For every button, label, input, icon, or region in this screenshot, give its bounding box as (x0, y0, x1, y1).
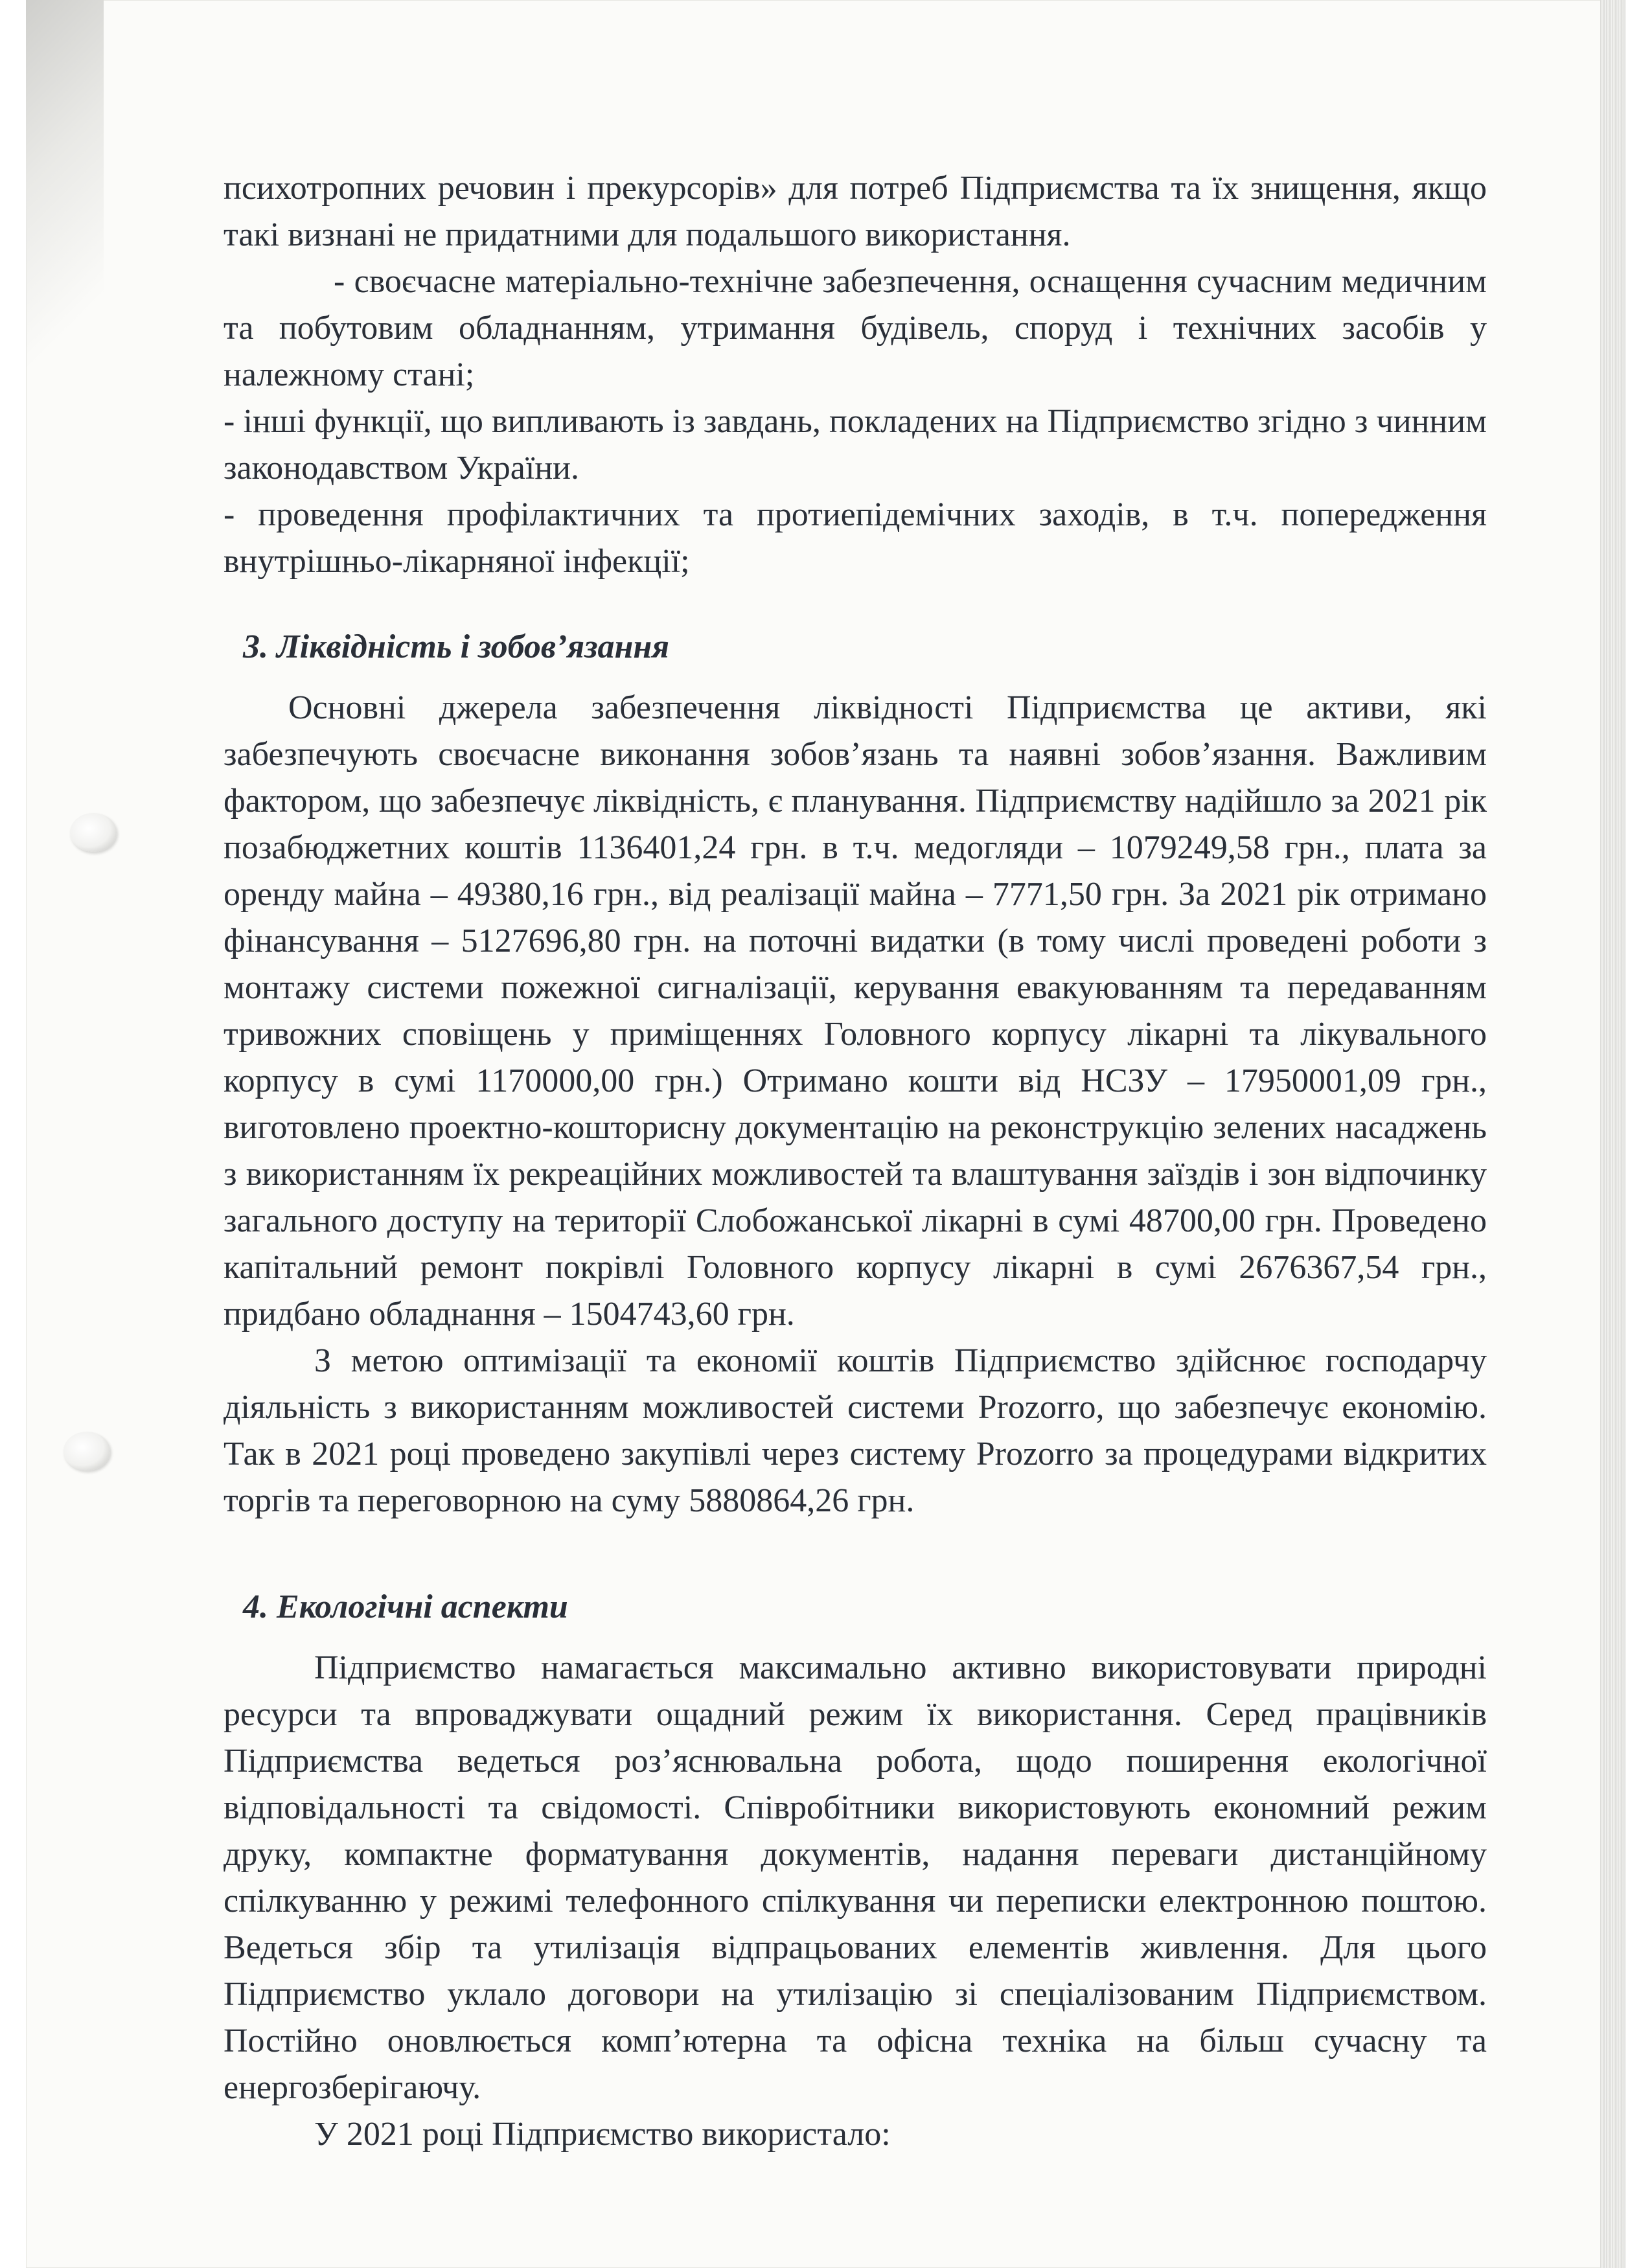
paragraph: З метою оптимізації та економії коштів Підприємство здійснює господарчу діяльність з використанням можливостей системи Prozorro, що забезпечує економію. Так в 2021 році проведено закупівлі через систему Prozorro за процедурами відкритих торгів та переговорною на суму 5880864,26 грн. (224, 1342, 1487, 1519)
paragraph: У 2021 році Підприємство використало: (314, 2116, 891, 2153)
paragraph-top: психотропних речовин і прекурсорів» для потреб Підприємства та їх знищення, якщо такі визнані не придатними для подальшого використання. (224, 170, 1487, 253)
punch-hole (63, 1432, 110, 1471)
paragraph: Основні джерела забезпечення ліквідності Підприємства це активи, які забезпечують своєчасне виконання зобов’язань та наявні зобов’язання. Важливим фактором, що забезпечує ліквідність, є планування. Підприємству надійшло за 2021 рік позабюджетних коштів 1136401,24 грн. в т.ч. медогляди – 1079249,58 грн., плата за оренду майна – 49380,16 грн., від реалізації майна – 7771,50 грн. За 2021 рік отримано фінансування – 5127696,80 грн. на поточні видатки (в тому числі проведені роботи з монтажу системи пожежної сигналізації, керування евакуюванням та передаванням тривожних сповіщень у приміщеннях Головного корпусу лікарні та лікувального корпусу в сумі 1170000,00 грн.) Отримано кошти від НСЗУ – 17950001,09 грн., виготовлено проектно-кошторисну документацію на реконструкцію зелених насаджень з використанням їх рекреаційних можливостей та влаштування заїздів і зон відпочинку загального доступу на території Слобожанської лікарні в сумі 48700,00 грн. Проведено капітальний ремонт покрівлі Головного корпусу лікарні в сумі 2676367,54 грн., придбано обладнання – 1504743,60 грн. (224, 689, 1487, 1333)
bullet-item: - своєчасне матеріально-технічне забезпечення, оснащення сучасним медичним та побутовим обладнанням, утримання будівель, споруд і технічних засобів у належному стані; (224, 263, 1487, 393)
punch-hole (70, 813, 117, 852)
bullet-item: - інші функції, що випливають із завдань, покладених на Підприємство згідно з чинним законодавством України. (224, 403, 1487, 487)
paragraph: Підприємство намагається максимально активно використовувати природні ресурси та впроваджувати ощадний режим їх використання. Серед працівників Підприємства ведеться роз’яснювальна робота, щодо поширення екологічної відповідальності та свідомості. Співробітники використовують економний режим друку, компактне форматування документів, надання переваги дистанційному спілкуванню у режимі телефонного спілкування чи переписки електронною поштою. Ведеться збір та утилізація відпрацьованих елементів живлення. Для цього Підприємство уклало договори на утилізацію зі спеціалізованим Підприємством. Постійно оновлюється комп’ютерна та офісна техніка на більш сучасну та енергозберігаючу. (224, 1649, 1487, 2106)
section-heading: 4. Екологічні аспекти (243, 1588, 568, 1625)
bullet-item: - проведення профілактичних та протиепідемічних заходів, в т.ч. попередження внутрішньо-лікарняної інфекції; (224, 496, 1487, 580)
section-heading: 3. Ліквідність і зобов’язання (243, 628, 670, 665)
stacked-pages-edge (1600, 0, 1626, 2268)
document-body (224, 165, 1487, 2158)
page-fold-shadow (26, 0, 104, 453)
